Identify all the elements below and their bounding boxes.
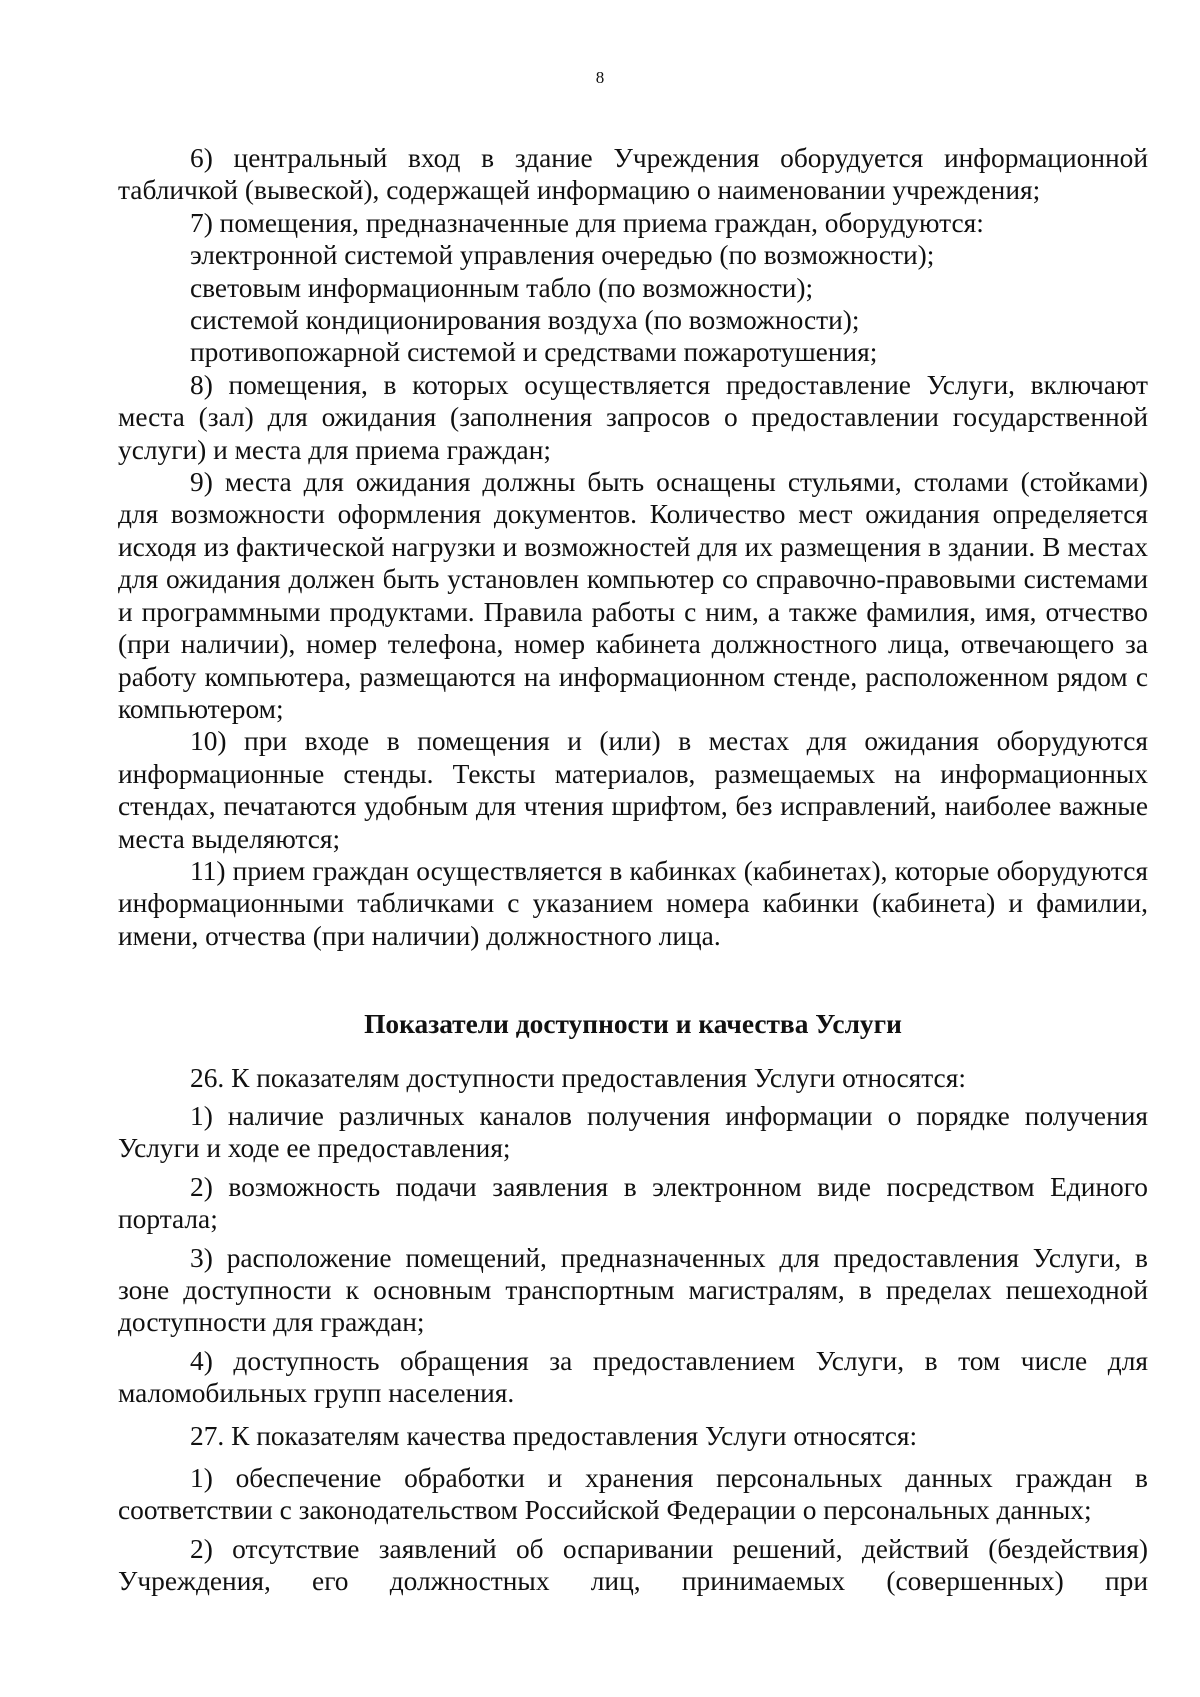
paragraph-11-reception-booths: 11) прием граждан осуществляется в кабинках (кабинетах), которые оборудуются информационными табличками с указанием номера кабинки (кабинета) и фамилии, имени, отчества (при наличии) должностного лица. — [118, 855, 1148, 951]
list-item-fire-protection: противопожарной системой и средствами пожаротушения; — [190, 337, 878, 368]
list-item-air-conditioning: системой кондиционирования воздуха (по возможности); — [190, 305, 860, 336]
section-gap — [118, 952, 1148, 1008]
accessibility-item-2: 2) возможность подачи заявления в электронном виде посредством Единого портала; — [118, 1171, 1148, 1235]
quality-item-2: 2) отсутствие заявлений об оспаривании решений, действий (бездействия) Учреждения, его должностных лиц, принимаемых (совершенных) при — [118, 1533, 1148, 1597]
document-body — [118, 142, 1148, 1598]
list-item-queue-system: электронной системой управления очередью (по возможности); — [190, 240, 935, 271]
paragraph-7-rooms-equipment: 7) помещения, предназначенные для приема граждан, оборудуются: — [190, 207, 984, 238]
paragraph-10-info-stands: 10) при входе в помещения и (или) в местах для ожидания оборудуются информационные стенды. Тексты материалов, размещаемых на информационных стендах, печатаются удобным для чтения шрифтом, без исправлений, наиболее важные места выделяются; — [118, 726, 1148, 854]
section-heading: Показатели доступности и качества Услуги — [364, 1009, 902, 1040]
paragraph-8-waiting-areas: 8) помещения, в которых осуществляется предоставление Услуги, включают места (зал) для ожидания (заполнения запросов о предоставлении государственной услуги) и места для приема граждан; — [118, 369, 1148, 465]
paragraph-27-quality-intro: 27. К показателям качества предоставления Услуги относятся: — [190, 1420, 918, 1451]
accessibility-item-4: 4) доступность обращения за предоставлением Услуги, в том числе для маломобильных групп населения. — [118, 1345, 1148, 1409]
page-number: 8 — [595, 68, 605, 87]
accessibility-item-1: 1) наличие различных каналов получения информации о порядке получения Услуги и ходе ее предоставления; — [118, 1100, 1148, 1164]
accessibility-item-3: 3) расположение помещений, предназначенных для предоставления Услуги, в зоне доступности к основным транспортным магистралям, в пределах пешеходной доступности для граждан; — [118, 1242, 1148, 1338]
heading-gap — [118, 1041, 1148, 1062]
paragraph-6-entrance-sign: 6) центральный вход в здание Учреждения оборудуется информационной табличкой (вывеской), содержащей информацию о наименовании учреждения; — [118, 143, 1148, 206]
list-item-info-board: световым информационным табло (по возможности); — [190, 272, 814, 303]
paragraph-26-accessibility-intro: 26. К показателям доступности предоставления Услуги относятся: — [190, 1062, 966, 1093]
quality-item-1: 1) обеспечение обработки и хранения персональных данных граждан в соответствии с законодательством Российской Федерации о персональных данных; — [118, 1463, 1148, 1526]
paragraph-9-waiting-equipment: 9) места для ожидания должны быть оснащены стульями, столами (стойками) для возможности оформления документов. Количество мест ожидания определяется исходя из фактической нагрузки и возможностей для их размещения в здании. В местах для ожидания должен быть установлен компьютер со справочно-правовыми системами и программными продуктами. Правила работы с ним, а также фамилия, имя, отчество (при наличии), номер телефона, номер кабинета должностного лица, отвечающего за работу компьютера, размещаются на информационном стенде, расположенном рядом с компьютером; — [118, 467, 1148, 724]
